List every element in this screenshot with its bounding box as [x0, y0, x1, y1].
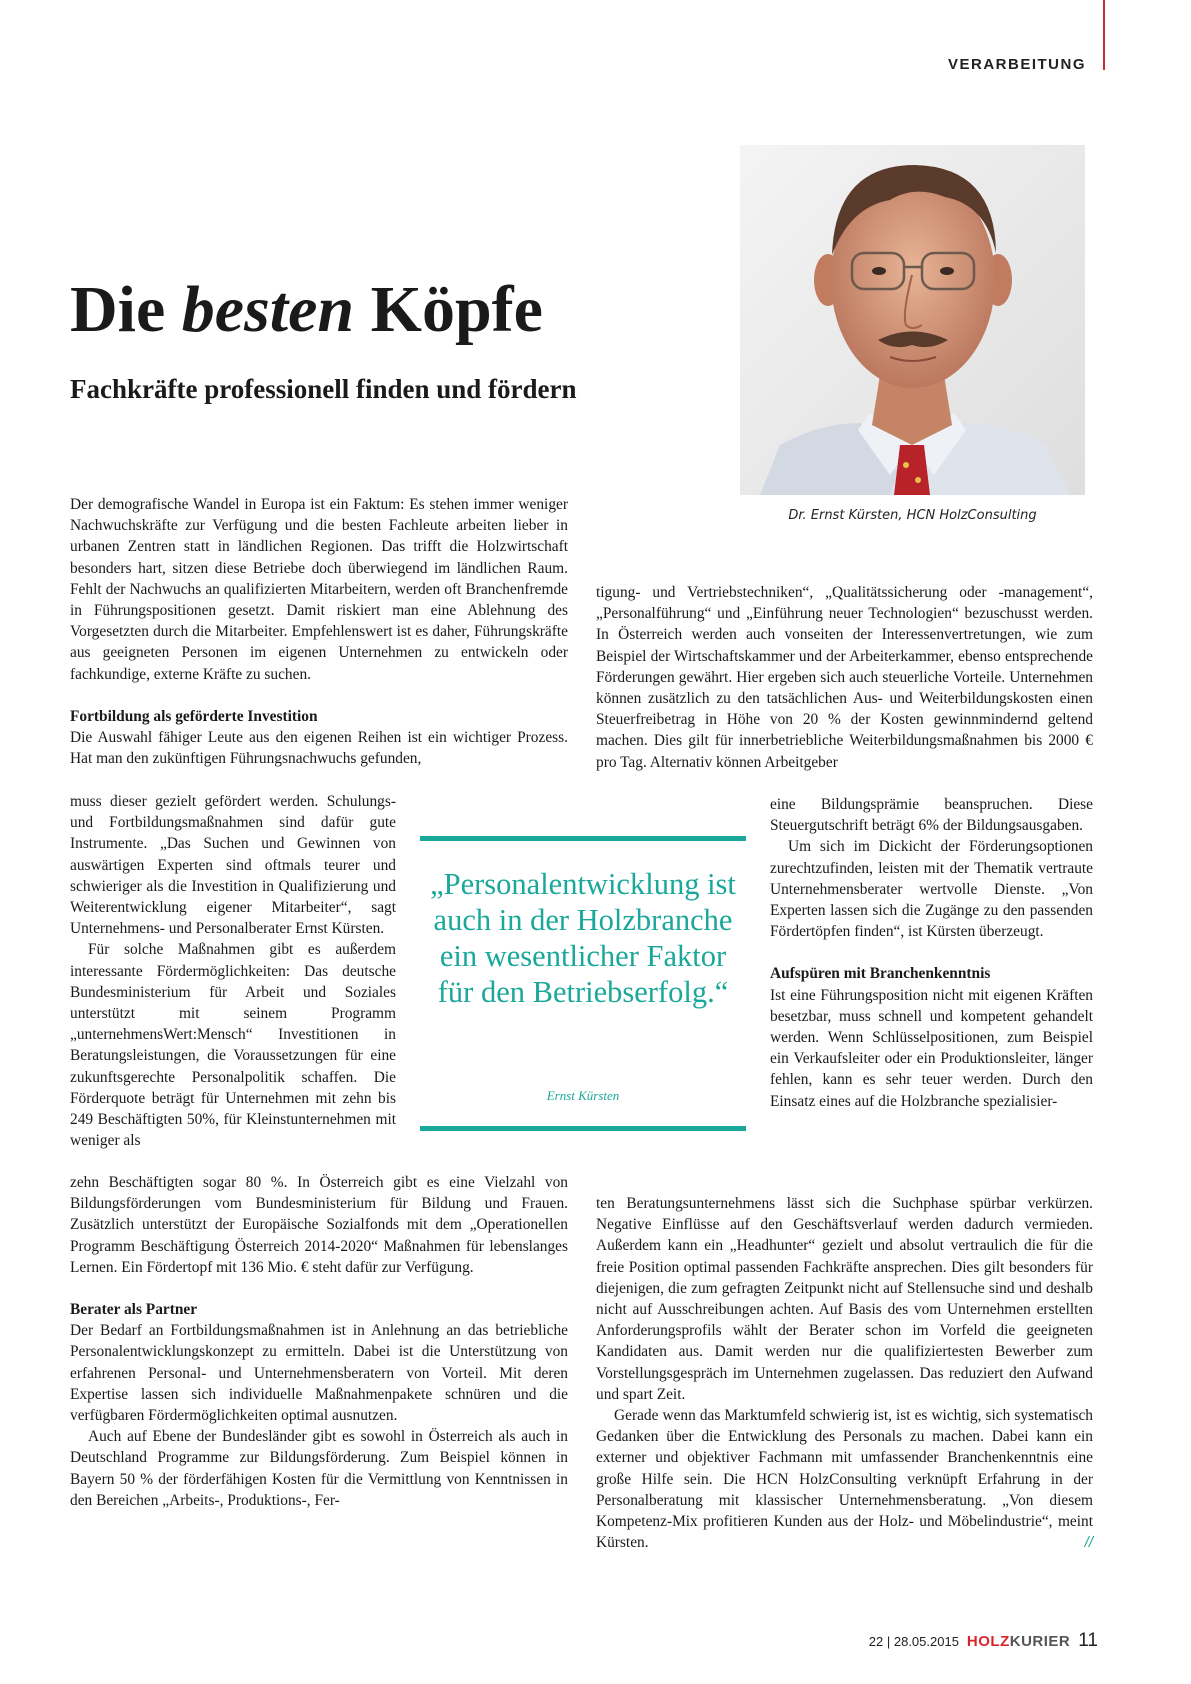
brand-part-2: KURIER [1009, 1633, 1071, 1650]
paragraph: eine Bildungsprämie beanspruchen. Diese Steuergutschrift beträgt 6% der Bildungsausgaben. [770, 796, 1093, 835]
column-1-top [70, 494, 568, 769]
brand-part-1: HOLZ [966, 1633, 1010, 1650]
section-heading: Berater als Partner [70, 1301, 198, 1319]
title-part-2: Köpfe [354, 273, 543, 346]
paragraph: zehn Beschäftigten sogar 80 %. In Österreich gibt es eine Vielzahl von Bildungsförderungen vom Bundesministerium für Bildung und Frauen. Zusätzlich unterstützt der Europäische Sozialfonds mit dem „Operationellen Programm Beschäftigung Österreich 2014-2020“ Maßnahmen für lebenslanges Lernen. Ein Fördertopf mit 136 Mio. € steht dafür zur Verfügung. [70, 1174, 568, 1276]
end-mark: // [1084, 1534, 1093, 1552]
section-heading: Fortbildung als geförderte Investition [70, 707, 318, 725]
paragraph: Die Auswahl fähiger Leute aus den eigenen Reihen ist ein wichtiger Prozess. Hat man den zukünftigen Führungsnachwuchs gefunden, [70, 729, 568, 768]
column-1-bottom [70, 1172, 568, 1511]
paragraph: tigung- und Vertriebstechniken“, „Qualitätssicherung oder -management“, „Personalführung“ und „Einführung neuer Technologien“ bezuschusst werden. In Österreich werden auch vonseiten der Interessenvertretungen, wie zum Beispiel der Wirtschaftskammer und der Arbeiterkammer, ebenso entsprechende Förderungen gewährt. Hier ergeben sich auch steuerliche Vorteile. Unternehmen können zusätzlich zu den tatsächlichen Aus- und Weiterbildungskosten einen Steuerfreibetrag in Höhe von 20 % der Kosten gewinnmindernd geltend machen. Dies gilt für innerbetriebliche Weiterbildungsmaßnahmen bis 2000 € pro Tag. Alternativ können Arbeitgeber [596, 584, 1093, 771]
pull-quote-top-rule [420, 836, 746, 841]
title-part-1: Die [70, 273, 182, 346]
page-subtitle: Fachkräfte professionell finden und fördern [70, 374, 577, 404]
page-title [70, 270, 543, 350]
photo-caption: Dr. Ernst Kürsten, HCN HolzConsulting [788, 508, 1037, 523]
paragraph: Um sich im Dickicht der Förderungsoptionen zurechtzufinden, leisten mit der Thematik vertraute Unternehmensberater wertvolle Dienste. „Von Experten lassen sich die Zugänge zu den passenden Fördertöpfen finden“, ist Kürsten überzeugt. [770, 838, 1093, 941]
section-label: VERARBEITUNG [947, 56, 1086, 73]
page-number: 11 [1078, 1630, 1098, 1651]
paragraph: muss dieser gezielt gefördert werden. Schulungs- und Fortbildungsmaßnahmen sind dafür gute Instrumente. „Das Suchen und Gewinnen von auswärtigen Experten sind oftmals teurer und schwieriger als die Investition in Qualifizierung und Weiterentwicklung eigener Mitarbeiter“, sagt Unternehmens- und Personalberater Ernst Kürsten. [70, 793, 396, 938]
column-2-bottom [596, 1193, 1093, 1553]
title-italic: besten [181, 273, 355, 346]
pull-quote [420, 836, 746, 1132]
paragraph: Der demografische Wandel in Europa ist ein Faktum: Es stehen immer weniger Nachwuchskräfte zur Verfügung und die besten Fachleute arbeiten lieber in urbanen Zentren statt in ländlichen Regionen. Das trifft die Holzwirtschaft besonders hart, sitzen diese Betriebe doch überwiegend im ländlichen Raum. Fehlt der Nachwuchs an qualifizierten Mitarbeitern, werden oft Branchenfremde in Führungspositionen gesetzt. Damit riskiert man eine Ablehnung des Vorgesetzten durch die Mitarbeiter. Empfehlenswert ist es daher, Führungskräfte aus geeigneten Personen im eigenen Unternehmen zu entwickeln oder fachkundige, externe Kräfte zu suchen. [70, 496, 568, 683]
portrait-photo-icon [740, 145, 1085, 495]
page-footer [869, 1630, 1098, 1652]
pull-quote-text: „Personalentwicklung ist auch in der Holzbranche ein wesentlicher Faktor für den Betriebserfolg.“ [430, 867, 736, 1009]
issue-info: 22 | 28.05.2015 [868, 1634, 959, 1649]
column-2-top [596, 582, 1093, 773]
column-2-narrow [770, 794, 1093, 1112]
header-rule [1103, 0, 1105, 70]
paragraph: ten Beratungsunternehmens lässt sich die Suchphase spürbar verkürzen. Negative Einflüsse auf den Geschäftsverlauf werden dadurch vermieden. Außerdem kann ein „Headhunter“ gezielt und absolut vertraulich die für die freie Position optimal passenden Fachkräfte ansprechen. Dies gilt besonders für diejenigen, die zum gefragten Zeitpunkt nicht auf Stellensuche sind und deshalb nicht auf Ausschreibungen achten. Auf Basis des vom Unternehmen erstellten Anforderungsprofils wählt der Berater schon im Vorfeld die geeigneten Kandidaten aus. Damit werden nur die qualifiziertesten Bewerber zum Vorstellungsgespräch im Unternehmen zugelassen. Das reduziert den Aufwand und spart Zeit. [596, 1195, 1093, 1403]
paragraph: Ist eine Führungsposition nicht mit eigenen Kräften besetzbar, muss schnell und kompetent gehandelt werden. Wenn Schlüsselpositionen, zum Beispiel ein Verkaufsleiter oder ein Produktionsleiter, länger fehlen, kann es sehr teuer werden. Durch den Einsatz eines auf die Holzbranche spezialisier- [770, 986, 1093, 1110]
brand-logo [967, 1633, 1070, 1650]
paragraph: Für solche Maßnahmen gibt es außerdem interessante Fördermöglichkeiten: Das deutsche Bundesministerium für Arbeit und Soziales unterstützt mit seinem Programm „unternehmensWert:Mensch“ Investitionen in Beratungsleistungen, die Voraussetzungen für eine zukunftsgerechte Personalpolitik schaffen. Die Förderquote beträgt für Unternehmen mit zehn bis 249 Beschäftigten 50%, für Kleinstunternehmen mit weniger als [70, 941, 396, 1150]
portrait-photo [740, 145, 1085, 495]
section-heading: Aufspüren mit Branchenkenntnis [770, 965, 991, 983]
column-1-narrow [70, 791, 396, 1151]
pull-quote-bottom-rule [420, 1126, 746, 1131]
paragraph-text: Gerade wenn das Marktumfeld schwierig ist, ist es wichtig, sich systematisch Gedanken über die Entwicklung des Personals zu machen. Dabei kann ein externer und objektiver Fachmann mit umfassender Branchenkenntnis eine große Hilfe sein. Die HCN HolzConsulting verknüpft Erfahrung in der Personalberatung mit klassischer Unternehmensberatung. „Von diesem Kompetenz-Mix profitieren Kunden aus der Holz- und Möbelindustrie“, meint Kürsten. [596, 1407, 1093, 1552]
paragraph [596, 1405, 1093, 1553]
pull-quote-author: Ernst Kürsten [546, 1088, 620, 1103]
paragraph: Der Bedarf an Fortbildungsmaßnahmen ist in Anlehnung an das betriebliche Personalentwicklungskonzept zu ermitteln. Dabei ist die Unterstützung von erfahrenen Personal- und Unternehmensberatern von Vorteil. Mit deren Expertise lassen sich individuelle Maßnahmenpakete schnüren und die verfügbaren Fördermöglichkeiten optimal ausnutzen. [70, 1322, 568, 1425]
paragraph: Auch auf Ebene der Bundesländer gibt es sowohl in Österreich als auch in Deutschland Programme zur Bildungsförderung. Zum Beispiel können in Bayern 50 % der förderfähigen Kosten für die Vermittlung von Kenntnissen in den Bereichen „Arbeits-, Produktions-, Fer- [70, 1428, 568, 1509]
